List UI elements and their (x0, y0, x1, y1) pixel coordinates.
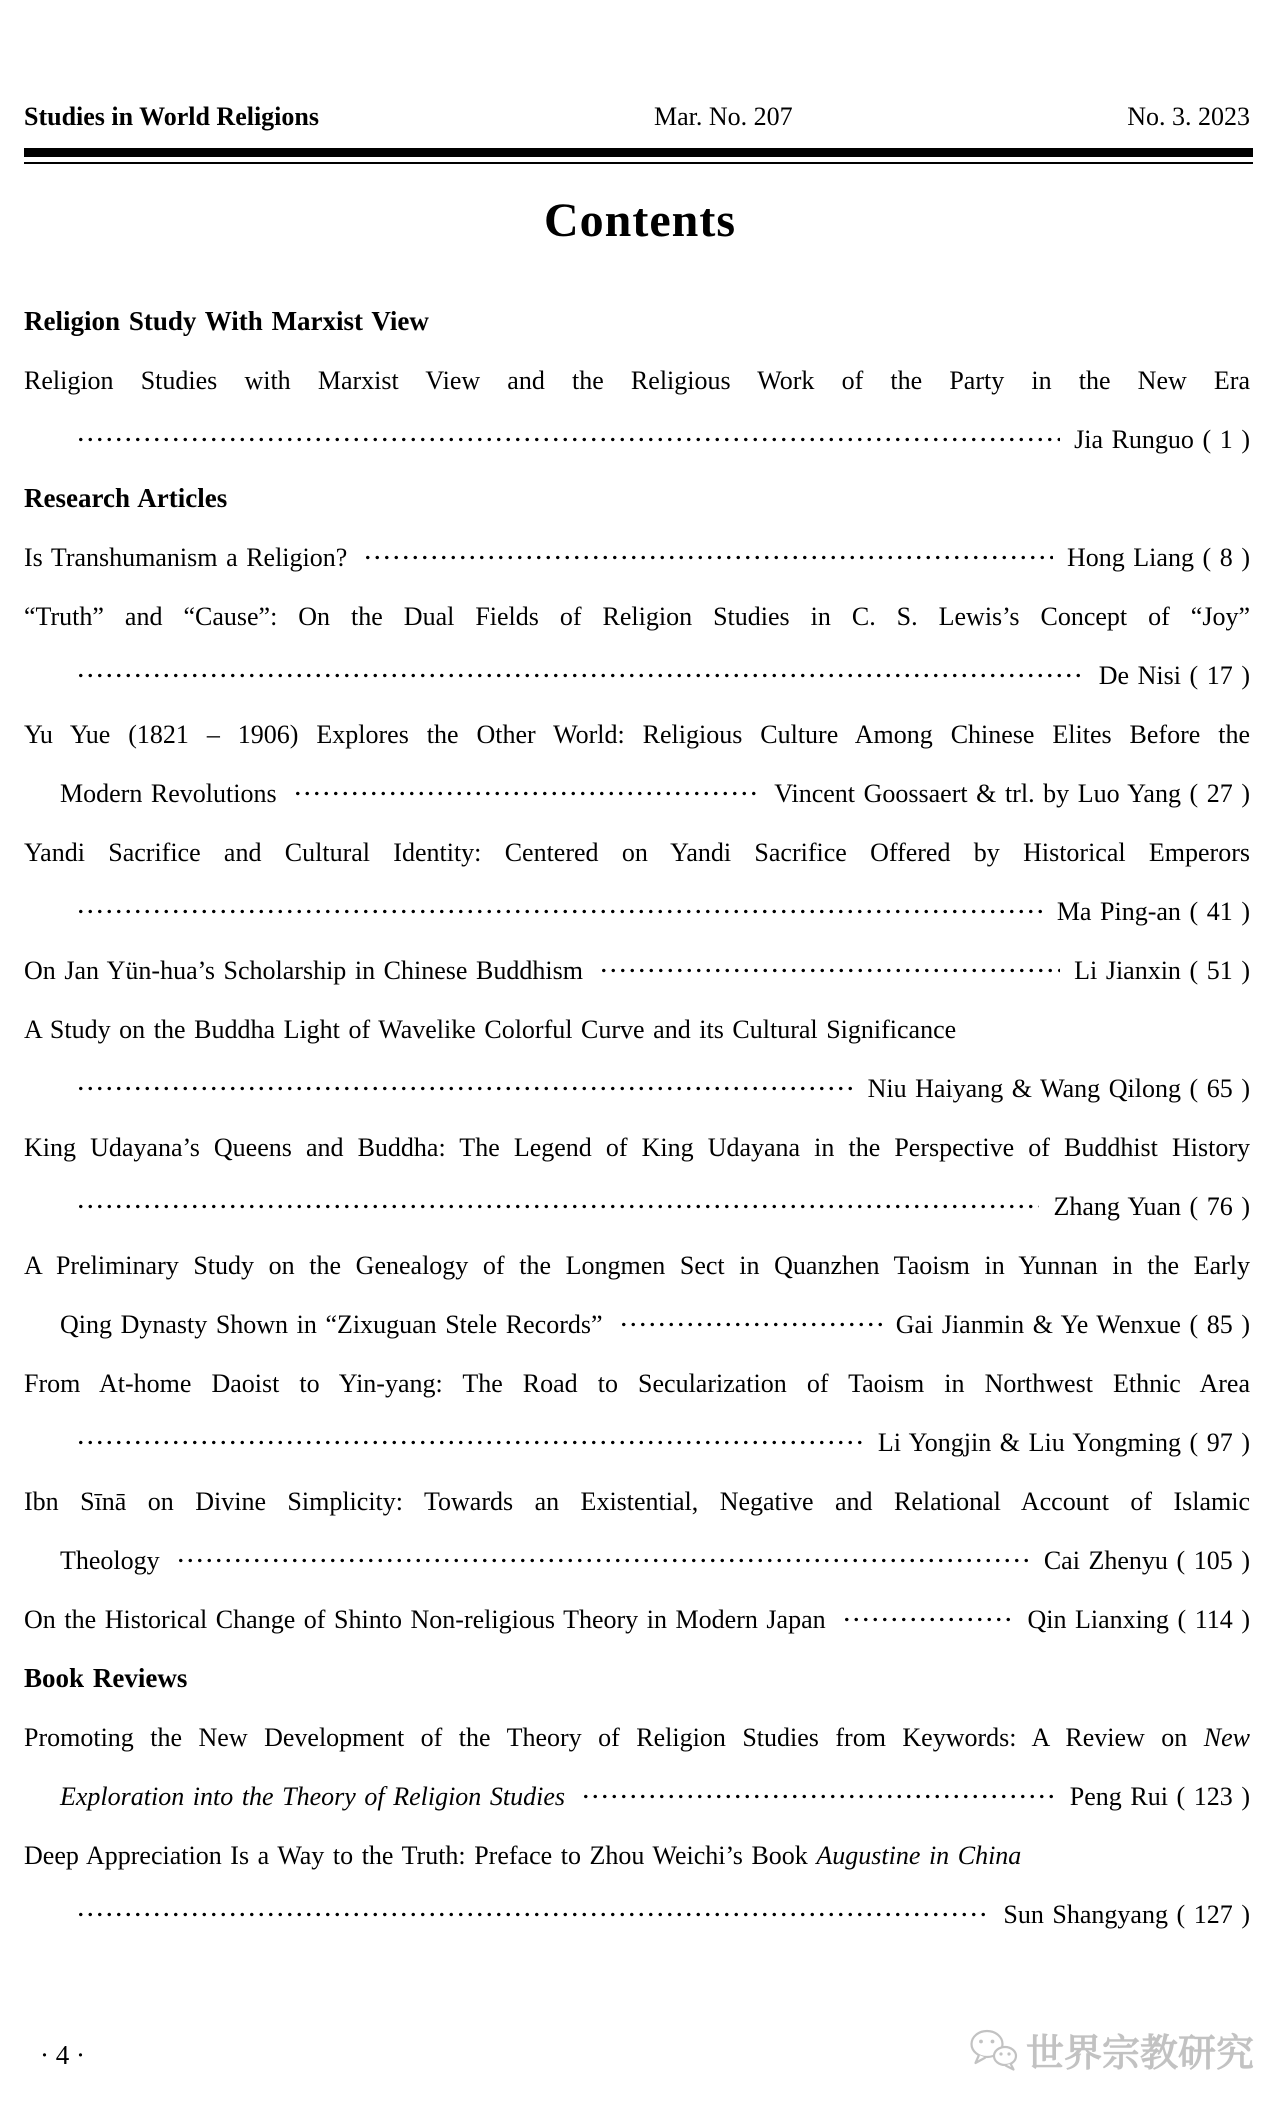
toc-rows (24, 292, 1250, 1944)
toc-entry-title: King Udayana’s Queens and Buddha: The Legend of King Udayana in the Perspective of Buddhist History (24, 1133, 1250, 1162)
dot-leader (363, 528, 1053, 587)
toc-entry-title: Yandi Sacrifice and Cultural Identity: Centered on Yandi Sacrifice Offered by Historical Emperors (24, 838, 1250, 867)
dot-leader (76, 1885, 989, 1944)
contents-page (0, 102, 1280, 2103)
toc-entry-line (24, 1531, 1250, 1590)
toc-entry-title: Qing Dynasty Shown in “Zixuguan Stele Records” (60, 1309, 603, 1339)
toc-entry-title: Deep Appreciation Is a Way to the Truth: Preface to Zhou Weichi’s Book Augustine in China (24, 1841, 1022, 1870)
toc-entry-line (24, 705, 1250, 764)
toc-entry-title: Ibn Sīnā on Divine Simplicity: Towards an Existential, Negative and Relational Account of Islamic (24, 1487, 1250, 1516)
toc-author-page: Vincent Goossaert & trl. by Luo Yang ( 27 ) (774, 778, 1250, 808)
toc-entry-line (24, 351, 1250, 410)
toc-author-page: Zhang Yuan ( 76 ) (1053, 1191, 1250, 1221)
page-title: Contents (543, 194, 736, 247)
dot-leader (619, 1295, 882, 1354)
issue-number: Mar. No. 207 (654, 102, 793, 131)
toc-entry-line (24, 1885, 1250, 1944)
toc-author-page: Li Yongjin & Liu Yongming ( 97 ) (877, 1427, 1250, 1457)
watermark (968, 2022, 1254, 2077)
header-rule-thin (24, 162, 1253, 164)
toc-entry-line (24, 1413, 1250, 1472)
dot-leader (76, 646, 1085, 705)
toc-entry-line (24, 587, 1250, 646)
toc-author-page: Cai Zhenyu ( 105 ) (1043, 1545, 1250, 1575)
dot-leader (176, 1531, 1030, 1590)
page-number: · 4 · (40, 2040, 85, 2070)
toc-entry-title: Religion Studies with Marxist View and the Religious Work of the Party in the New Era (24, 366, 1250, 395)
toc-author-page: Ma Ping-an ( 41 ) (1056, 896, 1250, 926)
toc-entry-line (24, 646, 1250, 705)
toc-entry-line (24, 528, 1250, 587)
dot-leader (581, 1767, 1056, 1826)
toc-entry-title: Promoting the New Development of the Theory of Religion Studies from Keywords: A Review on New (24, 1723, 1250, 1752)
toc-section-heading: Research Articles (24, 483, 228, 513)
toc-entry-title: From At-home Daoist to Yin-yang: The Road to Secularization of Taoism in Northwest Ethnic Area (24, 1369, 1250, 1398)
toc-author-page: Qin Lianxing ( 114 ) (1027, 1604, 1250, 1634)
wechat-icon (968, 2028, 1018, 2072)
toc-entry-title: Exploration into the Theory of Religion Studies (60, 1781, 565, 1811)
toc-author-page: Niu Haiyang & Wang Qilong ( 65 ) (867, 1073, 1250, 1103)
toc-entry-line (24, 1708, 1250, 1767)
toc-entry-line (24, 823, 1250, 882)
toc-entry-title: Yu Yue (1821 – 1906) Explores the Other World: Religious Culture Among Chinese Elites Before the (24, 720, 1250, 749)
toc-entry-line (24, 882, 1250, 941)
toc-entry-line (24, 1826, 1250, 1885)
toc-entry-line (24, 1177, 1250, 1236)
toc-entry-title: Is Transhumanism a Religion? (24, 542, 348, 572)
toc-author-page: Sun Shangyang ( 127 ) (1003, 1899, 1250, 1929)
dot-leader (76, 410, 1060, 469)
dot-leader (293, 764, 761, 823)
toc-section-heading: Book Reviews (24, 1663, 188, 1693)
toc-entry-title: “Truth” and “Cause”: On the Dual Fields of Religion Studies in C. S. Lewis’s Concept of “Joy” (24, 602, 1250, 631)
toc-entry-line (24, 1354, 1250, 1413)
dot-leader (842, 1590, 1014, 1649)
issue-year: No. 3. 2023 (1127, 102, 1250, 131)
toc-entry-title: A Preliminary Study on the Genealogy of the Longmen Sect in Quanzhen Taoism in Yunnan in the Early (24, 1251, 1250, 1280)
toc-entry-title: A Study on the Buddha Light of Wavelike Colorful Curve and its Cultural Significance (24, 1015, 957, 1044)
watermark-text: 世界宗教研究 (1025, 2033, 1254, 2075)
toc-section-heading: Religion Study With Marxist View (24, 306, 429, 336)
toc-author-page: Peng Rui ( 123 ) (1069, 1781, 1250, 1811)
header-rule-thick (24, 148, 1253, 157)
toc-entry-line (24, 1590, 1250, 1649)
toc-entry-line (24, 1118, 1250, 1177)
dot-leader (76, 1413, 864, 1472)
toc-entry-title: On Jan Yün-hua’s Scholarship in Chinese Buddhism (24, 955, 583, 985)
toc-entry-title: On the Historical Change of Shinto Non-religious Theory in Modern Japan (24, 1604, 826, 1634)
toc-entry-line (24, 764, 1250, 823)
dot-leader (76, 1059, 854, 1118)
journal-title: Studies in World Religions (24, 102, 319, 131)
toc-author-page: Gai Jianmin & Ye Wenxue ( 85 ) (895, 1309, 1250, 1339)
toc-entry-title: Theology (60, 1545, 160, 1575)
toc-entry-line (24, 1236, 1250, 1295)
toc-author-page: Li Jianxin ( 51 ) (1074, 955, 1250, 985)
toc-entry-line (24, 410, 1250, 469)
toc-entry-line (24, 1059, 1250, 1118)
page-header (24, 102, 1250, 134)
dot-leader (599, 941, 1060, 1000)
toc-entry-line (24, 941, 1250, 1000)
dot-leader (76, 1177, 1039, 1236)
toc-author-page: Jia Runguo ( 1 ) (1074, 424, 1250, 454)
toc-author-page: De Nisi ( 17 ) (1098, 660, 1250, 690)
toc-entry-line (24, 1472, 1250, 1531)
toc-entry-line (24, 1000, 1250, 1059)
dot-leader (76, 882, 1043, 941)
toc-author-page: Hong Liang ( 8 ) (1066, 542, 1250, 572)
toc-entry-line (24, 1295, 1250, 1354)
toc-entry-line (24, 1767, 1250, 1826)
toc-entry-title: Modern Revolutions (60, 778, 277, 808)
